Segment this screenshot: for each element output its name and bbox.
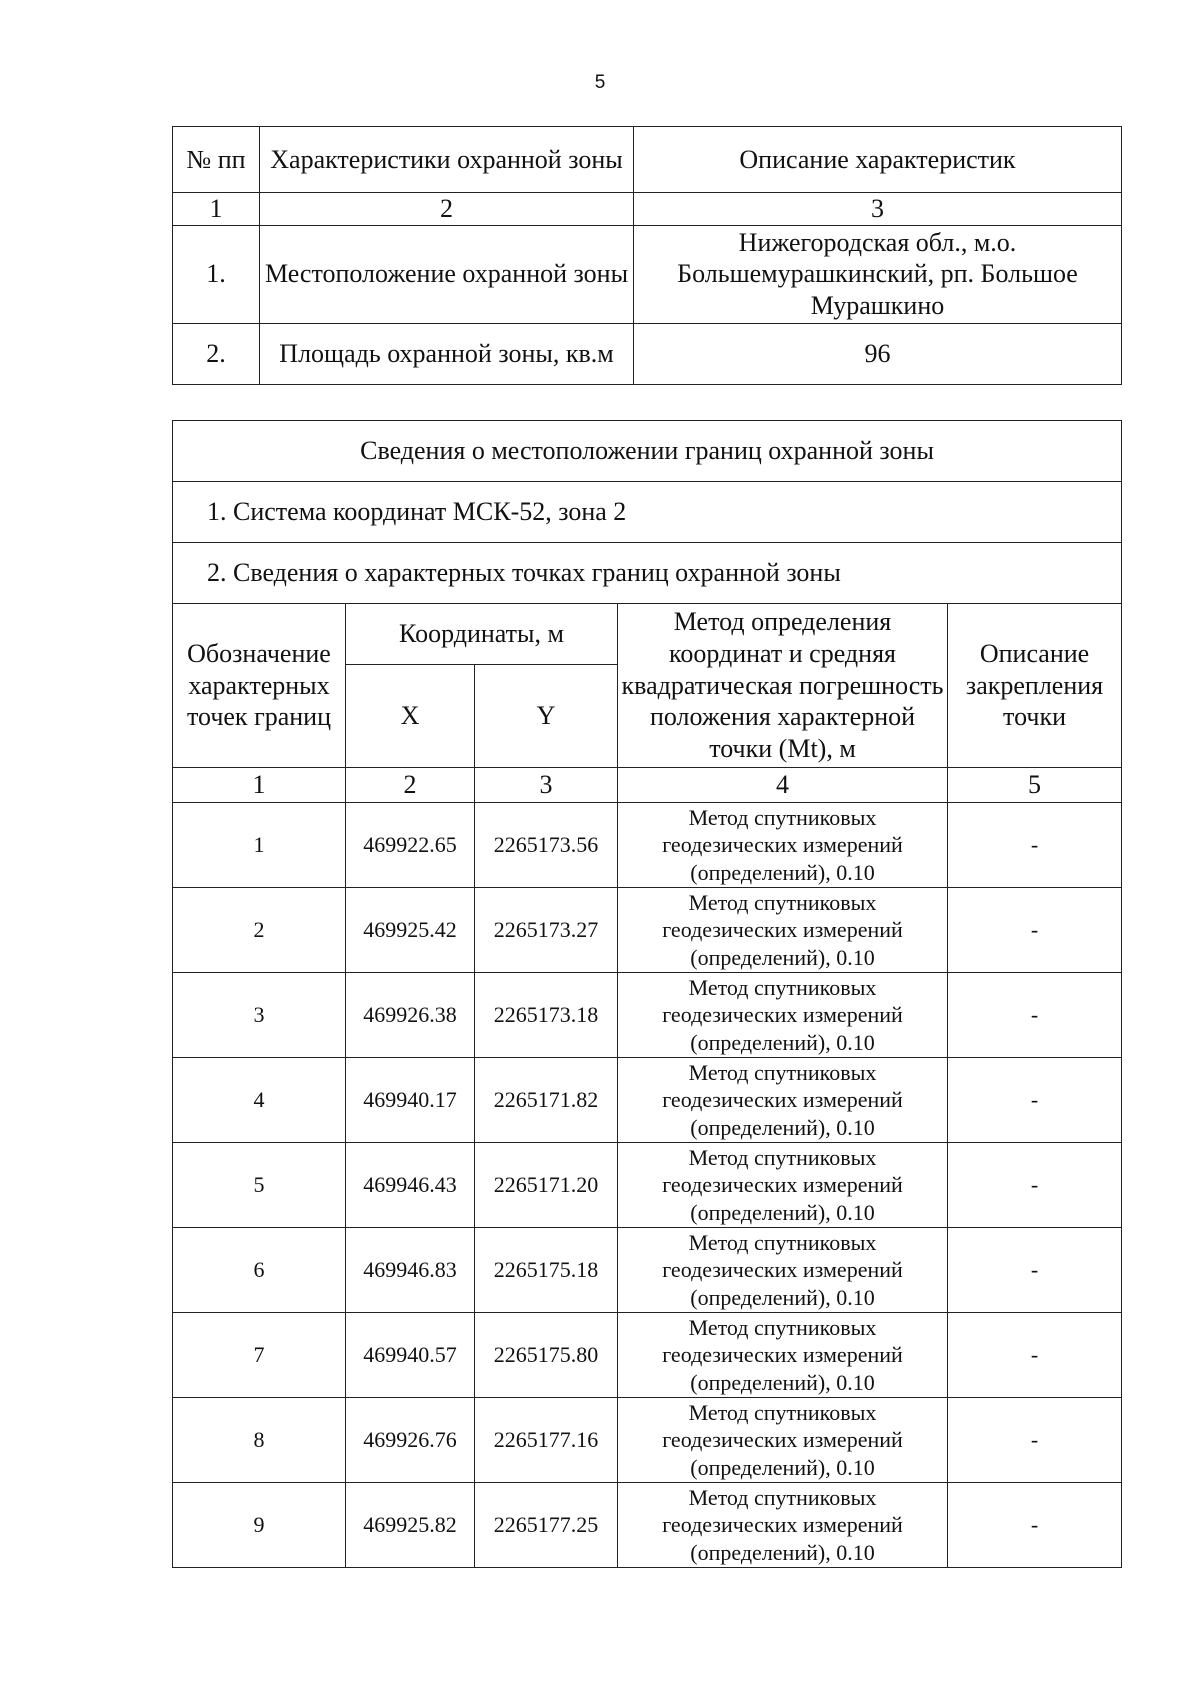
table-title-row [173, 421, 1122, 482]
point-y: 2265177.25 [475, 1483, 618, 1568]
point-fixing: - [948, 1228, 1122, 1313]
point-fixing: - [948, 1398, 1122, 1483]
point-fixing: - [948, 803, 1122, 888]
point-fixing: - [948, 1143, 1122, 1228]
point-fixing: - [948, 1313, 1122, 1398]
characteristic-value: Нижегородская обл., м.о. Большемурашкинский, рп. Большое Мурашкино [634, 225, 1122, 323]
point-id: 1 [173, 803, 346, 888]
column-number: 1 [173, 193, 260, 226]
table-row [173, 1058, 1122, 1143]
column-number: 5 [948, 768, 1122, 803]
table-row [173, 225, 1122, 323]
header-cell: № пп [173, 127, 260, 193]
point-id: 8 [173, 1398, 346, 1483]
column-number: 1 [173, 768, 346, 803]
table-row [173, 1483, 1122, 1568]
point-y: 2265173.56 [475, 803, 618, 888]
header-coordinates: Координаты, м [346, 604, 618, 665]
header-fixing: Описание закрепления точки [948, 604, 1122, 768]
header-x: X [346, 665, 475, 768]
point-y: 2265171.82 [475, 1058, 618, 1143]
table-title: Сведения о местоположении границ охранной зоны [173, 421, 1122, 482]
column-number: 3 [475, 768, 618, 803]
table-row [173, 803, 1122, 888]
point-fixing: - [948, 1058, 1122, 1143]
point-id: 4 [173, 1058, 346, 1143]
points-heading-row [173, 543, 1122, 604]
table-row [173, 888, 1122, 973]
point-id: 6 [173, 1228, 346, 1313]
table-row [173, 323, 1122, 384]
point-method: Метод спутниковых геодезических измерений (определений), 0.10 [618, 1313, 948, 1398]
table-header-row [173, 604, 1122, 665]
point-y: 2265177.16 [475, 1398, 618, 1483]
point-fixing: - [948, 888, 1122, 973]
point-method: Метод спутниковых геодезических измерений (определений), 0.10 [618, 973, 948, 1058]
table-row [173, 1143, 1122, 1228]
header-y: Y [475, 665, 618, 768]
point-x: 469946.83 [346, 1228, 475, 1313]
table-row [173, 973, 1122, 1058]
point-x: 469946.43 [346, 1143, 475, 1228]
column-number-row [173, 193, 1122, 226]
column-number: 2 [346, 768, 475, 803]
point-method: Метод спутниковых геодезических измерений (определений), 0.10 [618, 1398, 948, 1483]
point-y: 2265175.18 [475, 1228, 618, 1313]
point-y: 2265173.27 [475, 888, 618, 973]
point-x: 469940.57 [346, 1313, 475, 1398]
characteristic-name: Площадь охранной зоны, кв.м [260, 323, 634, 384]
row-number: 1. [173, 225, 260, 323]
column-number: 4 [618, 768, 948, 803]
header-designation: Обозначение характерных точек границ [173, 604, 346, 768]
point-y: 2265173.18 [475, 973, 618, 1058]
point-fixing: - [948, 1483, 1122, 1568]
point-y: 2265175.80 [475, 1313, 618, 1398]
column-number: 3 [634, 193, 1122, 226]
header-method: Метод определения координат и средняя квадратическая погрешность положения характерной точки (Mt), м [618, 604, 948, 768]
point-x: 469925.42 [346, 888, 475, 973]
points-heading: 2. Сведения о характерных точках границ охранной зоны [173, 543, 1122, 604]
coordinate-system-row [173, 482, 1122, 543]
column-number-row [173, 768, 1122, 803]
point-x: 469940.17 [346, 1058, 475, 1143]
point-method: Метод спутниковых геодезических измерений (определений), 0.10 [618, 803, 948, 888]
point-method: Метод спутниковых геодезических измерений (определений), 0.10 [618, 1058, 948, 1143]
table-header-row [173, 127, 1122, 193]
boundary-points-table [172, 420, 1122, 1568]
point-x: 469922.65 [346, 803, 475, 888]
zone-characteristics-table [172, 126, 1122, 385]
column-number: 2 [260, 193, 634, 226]
point-method: Метод спутниковых геодезических измерений (определений), 0.10 [618, 1228, 948, 1313]
point-id: 5 [173, 1143, 346, 1228]
row-number: 2. [173, 323, 260, 384]
point-fixing: - [948, 973, 1122, 1058]
point-id: 7 [173, 1313, 346, 1398]
point-y: 2265171.20 [475, 1143, 618, 1228]
point-method: Метод спутниковых геодезических измерений (определений), 0.10 [618, 888, 948, 973]
table-row [173, 1398, 1122, 1483]
coordinate-system: 1. Система координат МСК-52, зона 2 [173, 482, 1122, 543]
point-x: 469926.38 [346, 973, 475, 1058]
characteristic-name: Местоположение охранной зоны [260, 225, 634, 323]
table-row [173, 1228, 1122, 1313]
header-cell: Описание характеристик [634, 127, 1122, 193]
characteristic-value: 96 [634, 323, 1122, 384]
point-x: 469925.82 [346, 1483, 475, 1568]
header-cell: Характеристики охранной зоны [260, 127, 634, 193]
point-method: Метод спутниковых геодезических измерений (определений), 0.10 [618, 1483, 948, 1568]
point-id: 3 [173, 973, 346, 1058]
page-number: 5 [594, 72, 606, 93]
point-id: 2 [173, 888, 346, 973]
point-id: 9 [173, 1483, 346, 1568]
table-row [173, 1313, 1122, 1398]
point-method: Метод спутниковых геодезических измерений (определений), 0.10 [618, 1143, 948, 1228]
point-x: 469926.76 [346, 1398, 475, 1483]
